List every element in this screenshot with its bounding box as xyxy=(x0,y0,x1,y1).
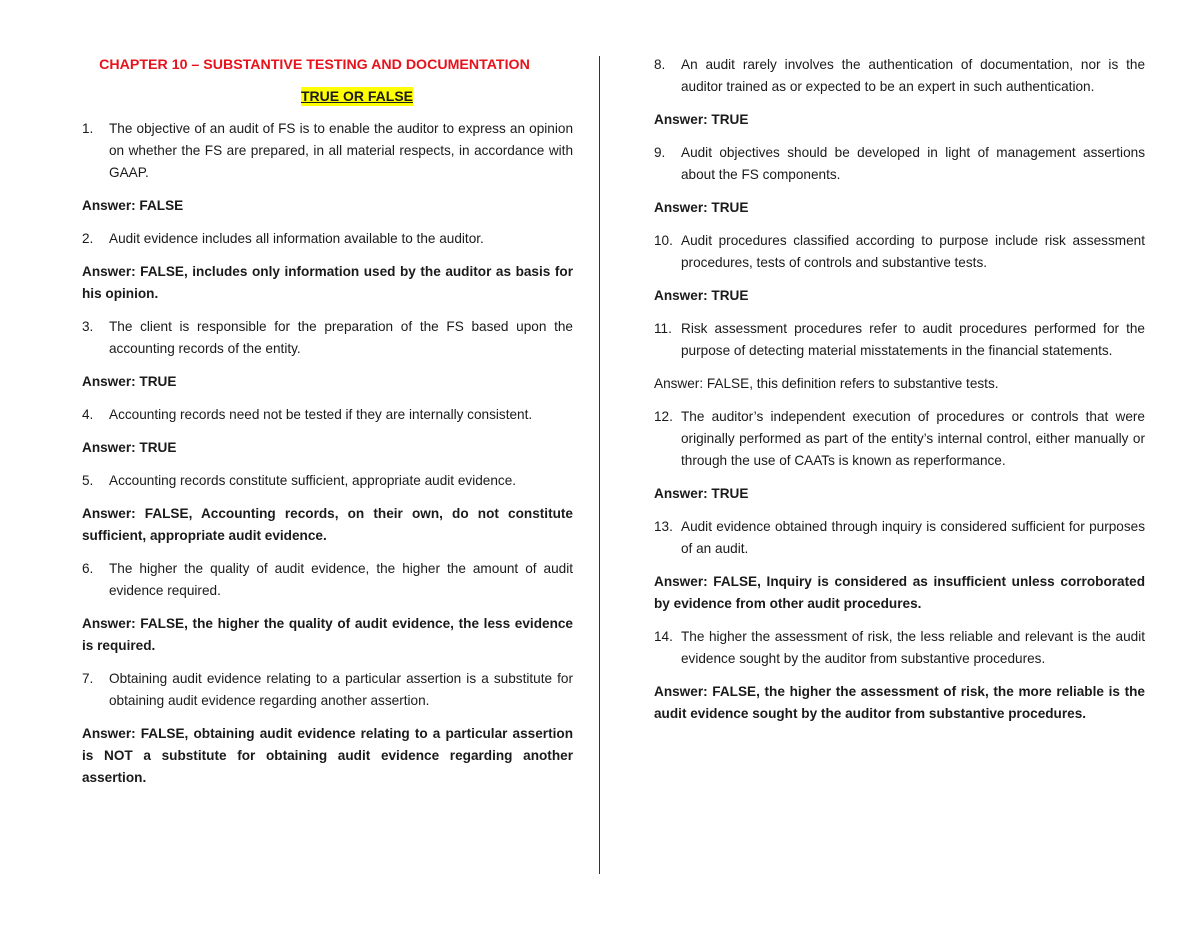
question-4 xyxy=(82,404,573,426)
question-text: Audit objectives should be developed in light of management assertions about the FS components. xyxy=(681,145,1145,182)
question-number: 6. xyxy=(82,561,94,576)
question-number: 4. xyxy=(82,407,94,422)
answer-10: Answer: TRUE xyxy=(654,288,749,303)
question-9 xyxy=(654,142,1145,186)
question-1 xyxy=(82,118,573,184)
question-number: 7. xyxy=(82,671,94,686)
question-12 xyxy=(654,406,1145,472)
question-number: 9. xyxy=(654,145,666,160)
answer-7: Answer: FALSE, obtaining audit evidence relating to a particular assertion is NOT a substitute for obtaining audit evidence regarding another assertion. xyxy=(82,726,573,785)
answer-2: Answer: FALSE, includes only information used by the auditor as basis for his opinion. xyxy=(82,264,573,301)
question-number: 2. xyxy=(82,231,94,246)
question-number: 5. xyxy=(82,473,94,488)
question-text: Audit evidence obtained through inquiry is considered sufficient for purposes of an audit. xyxy=(681,519,1145,556)
question-text: The objective of an audit of FS is to enable the auditor to express an opinion on whether the FS are prepared, in all material respects, in accordance with GAAP. xyxy=(109,121,573,180)
question-6 xyxy=(82,558,573,602)
answer-6: Answer: FALSE, the higher the quality of audit evidence, the less evidence is required. xyxy=(82,616,573,653)
question-number: 1. xyxy=(82,121,94,136)
chapter-title: CHAPTER 10 – SUBSTANTIVE TESTING AND DOCUMENTATION xyxy=(99,57,530,73)
question-text: Obtaining audit evidence relating to a particular assertion is a substitute for obtaining audit evidence regarding another assertion. xyxy=(109,671,573,708)
question-text: The higher the assessment of risk, the less reliable and relevant is the audit evidence sought by the auditor from substantive procedures. xyxy=(681,629,1145,666)
question-text: Risk assessment procedures refer to audit procedures performed for the purpose of detecting material misstatements in the financial statements. xyxy=(681,321,1145,358)
question-text: Accounting records constitute sufficient, appropriate audit evidence. xyxy=(109,473,517,488)
answer-9: Answer: TRUE xyxy=(654,200,749,215)
question-number: 11. xyxy=(654,321,672,336)
question-text: The higher the quality of audit evidence, the higher the amount of audit evidence required. xyxy=(109,561,573,598)
column-divider xyxy=(599,56,600,874)
answer-8: Answer: TRUE xyxy=(654,112,749,127)
question-14 xyxy=(654,626,1145,670)
question-text: An audit rarely involves the authentication of documentation, nor is the auditor trained as or expected to be an expert in such authentication. xyxy=(681,57,1145,94)
question-number: 13. xyxy=(654,519,673,534)
question-10 xyxy=(654,230,1145,274)
answer-13: Answer: FALSE, Inquiry is considered as insufficient unless corroborated by evidence from other audit procedures. xyxy=(654,574,1145,611)
answer-5: Answer: FALSE, Accounting records, on their own, do not constitute sufficient, appropriate audit evidence. xyxy=(82,506,573,543)
question-text: Audit evidence includes all information available to the auditor. xyxy=(109,231,484,246)
answer-4: Answer: TRUE xyxy=(82,440,177,455)
question-13 xyxy=(654,516,1145,560)
answer-1: Answer: FALSE xyxy=(82,198,184,213)
answer-11: Answer: FALSE, this definition refers to substantive tests. xyxy=(654,376,999,391)
question-number: 3. xyxy=(82,319,94,334)
question-5 xyxy=(82,470,573,492)
section-subtitle: TRUE OR FALSE xyxy=(300,88,413,104)
answer-3: Answer: TRUE xyxy=(82,374,177,389)
question-7 xyxy=(82,668,573,712)
question-2 xyxy=(82,228,573,250)
right-column xyxy=(654,54,1145,736)
answer-14: Answer: FALSE, the higher the assessment of risk, the more reliable is the audit evidence sought by the auditor from substantive procedures. xyxy=(654,684,1145,721)
question-number: 10. xyxy=(654,233,673,248)
question-11 xyxy=(654,318,1145,362)
left-column xyxy=(82,54,573,800)
question-number: 8. xyxy=(654,57,666,72)
question-number: 14. xyxy=(654,629,673,644)
question-text: Accounting records need not be tested if they are internally consistent. xyxy=(109,407,533,422)
question-8 xyxy=(654,54,1145,98)
answer-12: Answer: TRUE xyxy=(654,486,749,501)
subtitle-wrap xyxy=(77,86,637,108)
question-text: The auditor’s independent execution of procedures or controls that were originally performed as part of the entity’s internal control, either manually or through the use of CAATs is known as reperformance. xyxy=(681,409,1145,468)
question-text: Audit procedures classified according to purpose include risk assessment procedures, tests of controls and substantive tests. xyxy=(681,233,1145,270)
question-number: 12. xyxy=(654,409,673,424)
question-text: The client is responsible for the preparation of the FS based upon the accounting records of the entity. xyxy=(109,319,573,356)
question-3 xyxy=(82,316,573,360)
